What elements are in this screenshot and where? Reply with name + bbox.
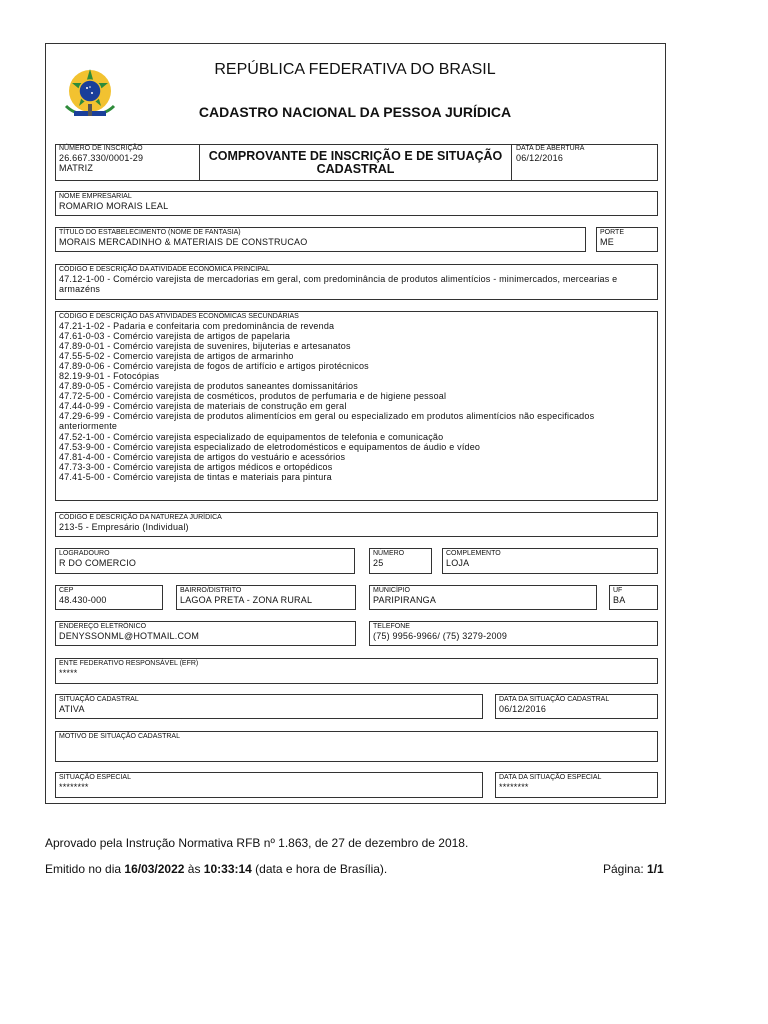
efr-label: ENTE FEDERATIVO RESPONSÁVEL (EFR) bbox=[59, 660, 199, 667]
abertura-label: DATA DE ABERTURA bbox=[516, 145, 585, 152]
telefone-label: TELEFONE bbox=[373, 623, 410, 630]
list-item: 47.89-0-06 - Comércio varejista de fogos de artifício e artigos pirotécnicos bbox=[59, 361, 369, 372]
inscricao-number: 26.667.330/0001-29 bbox=[59, 153, 144, 163]
situacao-especial-label: SITUAÇÃO ESPECIAL bbox=[59, 774, 131, 781]
emission-time: 10:33:14 bbox=[203, 862, 252, 876]
situacao-value: ATIVA bbox=[59, 704, 85, 714]
inscricao-type: MATRIZ bbox=[59, 163, 94, 174]
cep-label: CEP bbox=[59, 587, 74, 594]
country-title: REPÚBLICA FEDERATIVA DO BRASIL bbox=[214, 61, 496, 78]
bairro-value: LAGOA PRETA - ZONA RURAL bbox=[180, 595, 313, 605]
telefone-box bbox=[369, 621, 658, 646]
telefone-value: (75) 9956-9966/ (75) 3279-2009 bbox=[373, 631, 508, 641]
list-item: 47.21-1-02 - Padaria e confeitaria com predominância de revenda bbox=[59, 321, 335, 331]
logradouro-value: R DO COMERCIO bbox=[59, 558, 137, 568]
data-situacao-especial-label: DATA DA SITUAÇÃO ESPECIAL bbox=[499, 774, 602, 781]
bairro-label: BAIRRO/DISTRITO bbox=[180, 587, 242, 594]
page-label: Página: bbox=[603, 862, 648, 876]
bairro-box bbox=[176, 585, 356, 610]
document-title bbox=[199, 144, 512, 181]
data-situacao-especial-value: ******** bbox=[499, 782, 529, 792]
list-item: 47.53-9-00 - Comércio varejista especializado de eletrodomésticos e equipamentos de áudio e vídeo bbox=[59, 441, 481, 452]
data-situacao-especial-box bbox=[495, 772, 658, 798]
page-indicator bbox=[603, 862, 664, 876]
complemento-label: COMPLEMENTO bbox=[446, 550, 501, 557]
emission-note bbox=[45, 862, 387, 876]
efr-value: ***** bbox=[59, 668, 78, 678]
nome-empresarial-box bbox=[55, 191, 658, 216]
situacao-especial-value: ******** bbox=[59, 782, 89, 792]
porte-label: PORTE bbox=[600, 229, 624, 236]
inscricao-label: NÚMERO DE INSCRIÇÃO bbox=[59, 145, 143, 152]
list-item: 47.61-0-03 - Comércio varejista de artigos de papelaria bbox=[59, 331, 291, 342]
email-box bbox=[55, 621, 356, 646]
natureza-juridica-label: CÓDIGO E DESCRIÇÃO DA NATUREZA JURÍDICA bbox=[59, 514, 222, 521]
list-item: 47.44-0-99 - Comércio varejista de materiais de construção em geral bbox=[59, 401, 347, 412]
list-item: 47.52-1-00 - Comércio varejista especializado de equipamentos de telefonia e comunicação bbox=[59, 431, 444, 442]
natureza-juridica-value: 213-5 - Empresário (Individual) bbox=[59, 522, 189, 532]
emission-at: às bbox=[184, 862, 204, 876]
approval-note: Aprovado pela Instrução Normativa RFB nº 1.863, de 27 de dezembro de 2018. bbox=[45, 836, 469, 850]
list-item: 82.19-9-01 - Fotocópias bbox=[59, 371, 160, 382]
fantasia-label: TÍTULO DO ESTABELECIMENTO (NOME DE FANTASIA) bbox=[59, 229, 241, 236]
registry-title: CADASTRO NACIONAL DA PESSOA JURÍDICA bbox=[198, 104, 512, 120]
abertura-value: 06/12/2016 bbox=[516, 153, 564, 163]
list-item: 47.81-4-00 - Comércio varejista de artigos do vestuário e acessórios bbox=[59, 451, 346, 462]
motivo-label: MOTIVO DE SITUAÇÃO CADASTRAL bbox=[59, 733, 180, 740]
list-item: 47.73-3-00 - Comércio varejista de artigos médicos e ortopédicos bbox=[59, 461, 333, 472]
email-value: DENYSSONML@HOTMAIL.COM bbox=[59, 631, 200, 641]
inscricao-field bbox=[56, 144, 199, 173]
municipio-value: PARIPIRANGA bbox=[373, 595, 437, 605]
situacao-label: SITUAÇÃO CADASTRAL bbox=[59, 696, 139, 703]
atividades-secundarias-box bbox=[55, 311, 658, 501]
email-label: ENDEREÇO ELETRÔNICO bbox=[59, 623, 147, 630]
document-title-text: COMPROVANTE DE INSCRIÇÃO E DE SITUAÇÃO CADASTRAL bbox=[208, 148, 503, 176]
page-number: 1/1 bbox=[647, 862, 664, 876]
municipio-box bbox=[369, 585, 597, 610]
fantasia-box bbox=[55, 227, 586, 252]
cep-value: 48.430-000 bbox=[59, 595, 107, 605]
list-item: 47.55-5-02 - Comercio varejista de artigos de armarinho bbox=[59, 351, 294, 362]
nome-empresarial-value: ROMARIO MORAIS LEAL bbox=[59, 201, 169, 211]
list-item: 47.72-5-00 - Comércio varejista de cosméticos, produtos de perfumaria e de higiene pessoal bbox=[59, 391, 447, 402]
emission-prefix: Emitido no dia bbox=[45, 862, 125, 876]
efr-box bbox=[55, 658, 658, 684]
uf-label: UF bbox=[613, 587, 623, 594]
uf-value: BA bbox=[613, 595, 626, 605]
list-item: 47.41-5-00 - Comércio varejista de tintas e materiais para pintura bbox=[59, 471, 332, 482]
numero-box bbox=[369, 548, 432, 574]
atividades-secundarias-label: CÓDIGO E DESCRIÇÃO DAS ATIVIDADES ECONÔMICAS SECUNDÁRIAS bbox=[59, 313, 299, 320]
data-situacao-value: 06/12/2016 bbox=[499, 704, 547, 714]
coat-of-arms-icon bbox=[60, 66, 120, 120]
fantasia-value: MORAIS MERCADINHO & MATERIAIS DE CONSTRUCAO bbox=[59, 237, 308, 247]
list-item: 47.29-6-99 - Comércio varejista de produtos alimentícios em geral ou especializado em produtos alimentícios não especificados anteriormente bbox=[59, 411, 595, 432]
cep-box bbox=[55, 585, 163, 610]
numero-value: 25 bbox=[373, 558, 384, 568]
natureza-juridica-box bbox=[55, 512, 658, 537]
atividade-principal-box bbox=[55, 264, 658, 300]
porte-box bbox=[596, 227, 658, 252]
porte-value: ME bbox=[600, 237, 614, 247]
atividade-principal-label: CÓDIGO E DESCRIÇÃO DA ATIVIDADE ECONÔMICA PRINCIPAL bbox=[59, 266, 270, 273]
motivo-box bbox=[55, 731, 658, 762]
uf-box bbox=[609, 585, 658, 610]
complemento-value: LOJA bbox=[446, 558, 470, 568]
complemento-box bbox=[442, 548, 658, 574]
list-item: 47.89-0-01 - Comércio varejista de suvenires, bijuterias e artesanatos bbox=[59, 341, 351, 352]
logradouro-label: LOGRADOURO bbox=[59, 550, 110, 557]
situacao-especial-box bbox=[55, 772, 483, 798]
logradouro-box bbox=[55, 548, 355, 574]
situacao-box bbox=[55, 694, 483, 719]
emission-date: 16/03/2022 bbox=[124, 862, 185, 876]
data-situacao-label: DATA DA SITUAÇÃO CADASTRAL bbox=[499, 696, 610, 703]
emission-suffix: (data e hora de Brasília). bbox=[251, 862, 388, 876]
nome-empresarial-label: NOME EMPRESARIAL bbox=[59, 193, 132, 200]
atividade-principal-value: 47.12-1-00 - Comércio varejista de mercadorias em geral, com predominância de produtos alimentícios - minimercados, mercearias e armazéns bbox=[59, 274, 618, 295]
municipio-label: MUNICÍPIO bbox=[373, 587, 410, 594]
data-situacao-box bbox=[495, 694, 658, 719]
abertura-field bbox=[513, 144, 657, 163]
list-item: 47.89-0-05 - Comércio varejista de produtos saneantes domissanitários bbox=[59, 381, 358, 392]
numero-label: NÚMERO bbox=[373, 550, 405, 557]
